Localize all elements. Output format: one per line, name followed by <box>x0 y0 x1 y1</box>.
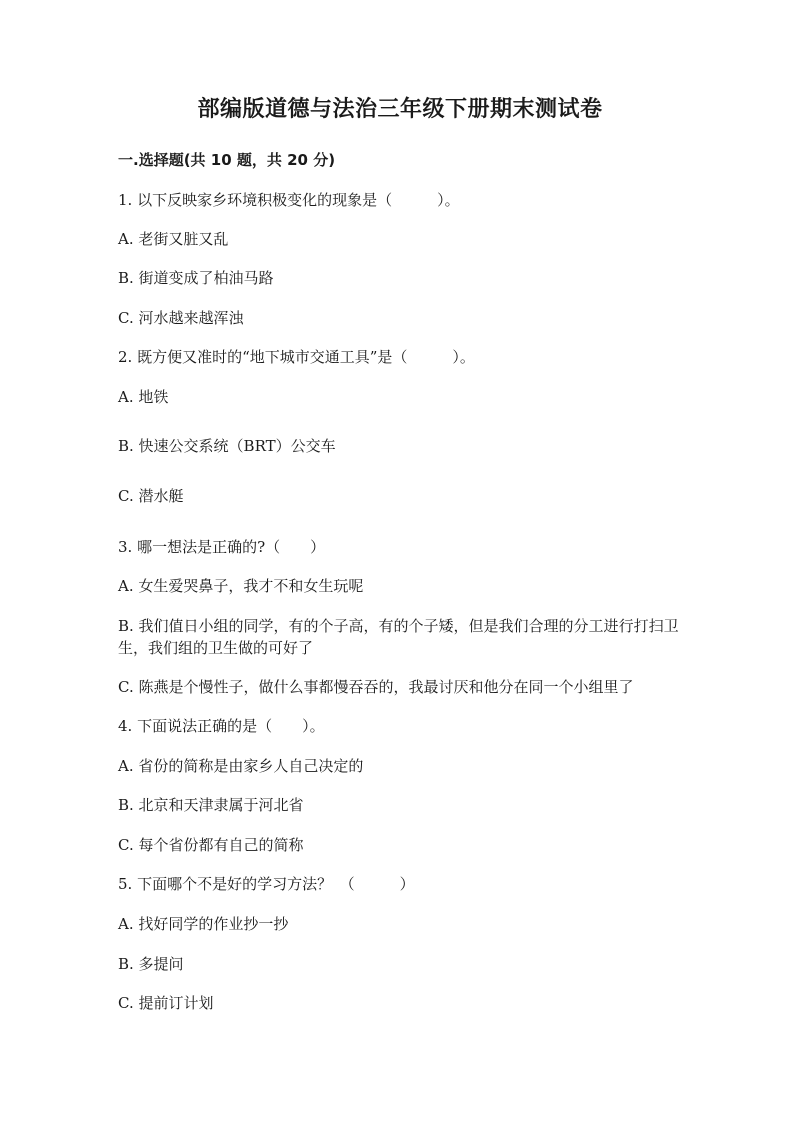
question-4-option-b: B. 北京和天津隶属于河北省 <box>118 796 304 814</box>
question-2-option-c: C. 潜水艇 <box>118 487 184 505</box>
question-2-option-a: A. 地铁 <box>118 388 169 406</box>
question-2-stem: 2. 既方便又准时的“地下城市交通工具”是（ ）。 <box>118 348 475 366</box>
question-5-option-c: C. 提前订计划 <box>118 994 214 1012</box>
question-4-option-a: A. 省份的简称是由家乡人自己决定的 <box>118 757 364 775</box>
section-heading: 一.选择题(共 10 题，共 20 分) <box>118 151 336 169</box>
question-3-option-c: C. 陈燕是个慢性子，做什么事都慢吞吞的，我最讨厌和他分在同一个小组里了 <box>118 678 634 696</box>
question-2-option-b: B. 快速公交系统（BRT）公交车 <box>118 437 336 455</box>
question-5-option-a: A. 找好同学的作业抄一抄 <box>118 915 289 933</box>
question-5-option-b: B. 多提问 <box>118 955 184 973</box>
question-1-option-b: B. 街道变成了柏油马路 <box>118 269 274 287</box>
page-title: 部编版道德与法治三年级下册期末测试卷 <box>197 96 603 122</box>
question-1-stem: 1. 以下反映家乡环境积极变化的现象是（ ）。 <box>118 191 460 209</box>
question-3-option-b: B. 我们值日小组的同学，有的个子高，有的个子矮，但是我们合理的分工进行打扫卫生，我们组的卫生做的可好了 <box>118 617 679 657</box>
question-5-stem: 5. 下面哪个不是好的学习方法？ （ ） <box>118 875 415 893</box>
question-3-stem: 3. 哪一想法是正确的?（ ） <box>118 538 326 556</box>
question-4-stem: 4. 下面说法正确的是（ ）。 <box>118 717 325 735</box>
question-4-option-c: C. 每个省份都有自己的简称 <box>118 836 304 854</box>
question-1-option-c: C. 河水越来越浑浊 <box>118 309 244 327</box>
question-3-option-a: A. 女生爱哭鼻子，我才不和女生玩呢 <box>118 577 364 595</box>
question-1-option-a: A. 老街又脏又乱 <box>118 230 229 248</box>
